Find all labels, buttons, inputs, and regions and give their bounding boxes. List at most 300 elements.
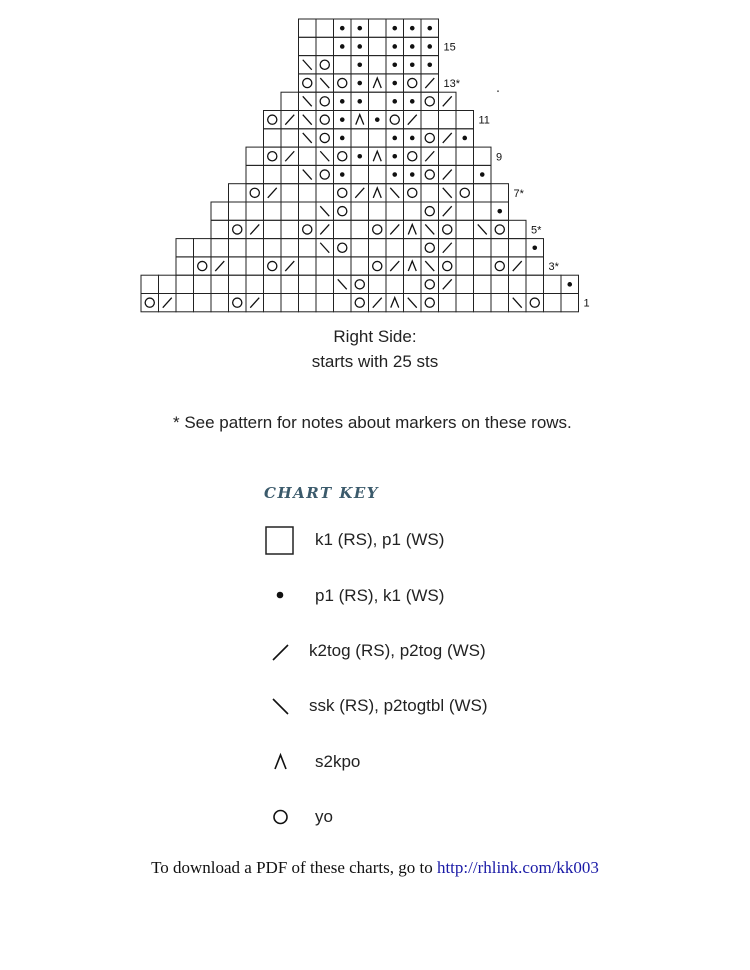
k2tog-slash-mark (163, 298, 172, 308)
chart-cell (229, 275, 247, 293)
s2kpo-caret-icon (260, 748, 300, 778)
chart-cell (369, 202, 387, 220)
chart-caption-subtitle: starts with 25 sts (311, 352, 439, 371)
chart-cell (334, 239, 352, 257)
chart-cell (421, 294, 439, 312)
row-number-label: 13* (443, 78, 461, 91)
purl-dot-mark (410, 172, 415, 177)
chart-cell (176, 275, 194, 293)
key-label: yo (315, 807, 333, 826)
chart-cell (299, 184, 317, 202)
purl-dot-mark (392, 62, 397, 67)
chart-cell (456, 220, 474, 238)
chart-cell (474, 147, 492, 165)
chart-cell (369, 257, 387, 275)
chart-cell (544, 294, 562, 312)
k2tog-slash-mark (443, 96, 452, 106)
chart-cell (421, 129, 439, 147)
yo-circle-mark (320, 115, 329, 124)
chart-cell (526, 275, 544, 293)
chart-cell (369, 239, 387, 257)
key-label: k1 (RS), p1 (WS) (315, 530, 445, 549)
key-label: p1 (RS), k1 (WS) (315, 586, 445, 605)
yo-circle-mark (530, 298, 539, 307)
chart-cell (316, 19, 334, 37)
chart-cell (439, 111, 457, 129)
purl-dot-mark (392, 136, 397, 141)
purl-dot-mark (410, 99, 415, 104)
stray-mark (497, 90, 499, 92)
s2kpo-caret-mark (356, 115, 364, 125)
chart-cell (229, 184, 247, 202)
purl-dot-mark (340, 117, 345, 122)
chart-key-title: CHART KEY (264, 484, 380, 502)
purl-dot-mark (427, 62, 432, 67)
chart-cell (316, 257, 334, 275)
yo-circle-mark (408, 188, 417, 197)
chart-cell (229, 202, 247, 220)
chart-cell (456, 257, 474, 275)
chart-cell (456, 202, 474, 220)
chart-cell (334, 184, 352, 202)
chart-cell (509, 239, 527, 257)
chart-cell (491, 220, 509, 238)
marker-note: * See pattern for notes about markers on these rows. (173, 413, 572, 432)
chart-cell (456, 294, 474, 312)
chart-cell (141, 275, 159, 293)
chart-cell (246, 147, 264, 165)
chart-cell (281, 294, 299, 312)
chart-cell (351, 239, 369, 257)
purl-dot-mark (427, 44, 432, 49)
k2tog-slash-mark (320, 224, 329, 234)
yo-circle-mark (250, 188, 259, 197)
chart-cell (456, 239, 474, 257)
chart-cell (299, 19, 317, 37)
yo-circle-mark (268, 115, 277, 124)
chart-cell (474, 184, 492, 202)
chart-cell (194, 275, 212, 293)
chart-cell (281, 184, 299, 202)
chart-cell (491, 257, 509, 275)
k2tog-slash-mark (285, 151, 294, 161)
ssk-backslash-mark (390, 188, 399, 198)
yo-circle-mark (443, 225, 452, 234)
ssk-backslash-icon (260, 692, 300, 722)
chart-cell (299, 220, 317, 238)
chart-cell (194, 239, 212, 257)
chart-cell (404, 74, 422, 92)
chart-caption-title: Right Side: (333, 327, 417, 346)
chart-cell (299, 275, 317, 293)
chart-cell (421, 111, 439, 129)
purl-dot-icon (260, 582, 300, 612)
yo-circle-mark (495, 225, 504, 234)
chart-cell (264, 257, 282, 275)
purl-dot-mark (392, 81, 397, 86)
chart-cell (316, 184, 334, 202)
purl-dot-mark (392, 26, 397, 31)
yo-circle-mark (425, 298, 434, 307)
k2tog-slash-mark (215, 261, 224, 271)
chart-cell (299, 74, 317, 92)
chart-cell (456, 165, 474, 183)
purl-dot-mark (410, 62, 415, 67)
yo-circle-mark (425, 243, 434, 252)
ssk-backslash-mark (320, 206, 329, 216)
chart-cell (264, 294, 282, 312)
chart-cell (264, 202, 282, 220)
key-row-yo (260, 803, 580, 833)
yo-circle-mark (425, 280, 434, 289)
key-row-k2tog (260, 637, 580, 667)
k2tog-slash-mark (443, 170, 452, 180)
row-number-label: 11 (478, 114, 490, 127)
download-link[interactable]: http://rhlink.com/kk003 (436, 858, 599, 877)
yo-circle-mark (460, 188, 469, 197)
chart-cell (369, 19, 387, 37)
chart-cell (211, 294, 229, 312)
chart-cell (211, 239, 229, 257)
chart-cell (246, 239, 264, 257)
k2tog-slash-mark (285, 115, 294, 125)
purl-dot-mark (462, 136, 467, 141)
chart-cell (369, 165, 387, 183)
chart-cell (439, 220, 457, 238)
s2kpo-caret-mark (408, 261, 416, 271)
chart-cell (316, 275, 334, 293)
chart-cell (439, 294, 457, 312)
k2tog-slash-icon (260, 637, 300, 667)
chart-cell (439, 147, 457, 165)
purl-dot-mark (357, 99, 362, 104)
ssk-backslash-mark (425, 224, 434, 234)
k2tog-slash-mark (443, 206, 452, 216)
purl-dot-mark (340, 44, 345, 49)
yo-circle-mark (303, 78, 312, 87)
chart-cell (526, 257, 544, 275)
chart-cell (474, 257, 492, 275)
chart-cell (456, 147, 474, 165)
chart-cell (474, 239, 492, 257)
chart-cell (404, 202, 422, 220)
purl-dot-mark (357, 62, 362, 67)
chart-cell (316, 92, 334, 110)
knit-box-icon (260, 526, 300, 556)
k2tog-slash-mark (390, 261, 399, 271)
chart-cell (456, 111, 474, 129)
chart-cell (456, 275, 474, 293)
purl-dot-mark (357, 81, 362, 86)
ssk-backslash-mark (303, 133, 312, 143)
chart-cell (369, 275, 387, 293)
ssk-backslash-mark (303, 96, 312, 106)
chart-cell (404, 239, 422, 257)
yo-circle-mark (338, 243, 347, 252)
chart-cell (264, 147, 282, 165)
key-row-s2kpo (260, 748, 580, 778)
chart-cell (264, 239, 282, 257)
k2tog-slash-mark (425, 151, 434, 161)
ssk-backslash-mark (478, 224, 487, 234)
yo-circle-mark (320, 133, 329, 142)
purl-dot-mark (375, 117, 380, 122)
chart-cell (369, 220, 387, 238)
chart-cell (299, 202, 317, 220)
yo-circle-mark (338, 207, 347, 216)
yo-circle-mark (425, 207, 434, 216)
ssk-backslash-mark (303, 60, 312, 70)
chart-cell (229, 257, 247, 275)
chart-cell (316, 111, 334, 129)
purl-dot-mark (392, 44, 397, 49)
chart-cell (491, 294, 509, 312)
s2kpo-caret-mark (373, 78, 381, 88)
chart-cell (211, 220, 229, 238)
chart-cell (544, 275, 562, 293)
purl-dot-mark (392, 172, 397, 177)
chart-cell (264, 220, 282, 238)
chart-cell (526, 294, 544, 312)
ssk-backslash-mark (338, 279, 347, 289)
yo-circle-mark (425, 170, 434, 179)
yo-circle-mark (355, 298, 364, 307)
chart-cell (456, 184, 474, 202)
chart-cell (281, 220, 299, 238)
chart-cell (141, 294, 159, 312)
k2tog-slash-mark (250, 298, 259, 308)
key-row-ssk (260, 692, 580, 722)
k2tog-slash-mark (390, 224, 399, 234)
chart-cell (421, 202, 439, 220)
chart-cell (351, 220, 369, 238)
chart-cell (491, 275, 509, 293)
chart-cell (369, 56, 387, 74)
chart-cell (509, 275, 527, 293)
purl-dot-mark (497, 209, 502, 214)
chart-cell (211, 275, 229, 293)
purl-dot-mark (392, 154, 397, 159)
chart-cell (264, 129, 282, 147)
ssk-backslash-mark (425, 261, 434, 271)
purl-dot-mark (480, 172, 485, 177)
chart-cell (264, 165, 282, 183)
ssk-backslash-mark (303, 115, 312, 125)
yo-circle-mark (408, 152, 417, 161)
chart-cell (229, 220, 247, 238)
row-number-label: 5* (531, 224, 542, 237)
purl-dot-mark (340, 172, 345, 177)
knitting-chart (0, 0, 750, 330)
s2kpo-caret-mark (373, 188, 381, 198)
chart-cell (351, 129, 369, 147)
chart-cell (246, 257, 264, 275)
chart-cell (299, 294, 317, 312)
purl-dot-mark (340, 99, 345, 104)
ssk-backslash-mark (443, 188, 452, 198)
yo-circle-mark (373, 261, 382, 270)
chart-cell (246, 275, 264, 293)
chart-cell (351, 202, 369, 220)
yo-circle-mark (443, 261, 452, 270)
yo-circle-mark (425, 97, 434, 106)
chart-cell (281, 239, 299, 257)
purl-dot-mark (567, 282, 572, 287)
yo-circle-mark (408, 78, 417, 87)
chart-cell (176, 239, 194, 257)
chart-cell (491, 239, 509, 257)
k2tog-slash-mark (355, 188, 364, 198)
yo-circle-mark (268, 152, 277, 161)
chart-cell (421, 165, 439, 183)
chart-cell (334, 147, 352, 165)
chart-cell (334, 202, 352, 220)
yo-circle-mark (320, 97, 329, 106)
yo-circle-mark (198, 261, 207, 270)
purl-dot-mark (340, 136, 345, 141)
ssk-backslash-mark (513, 298, 522, 308)
chart-cell (264, 275, 282, 293)
yo-circle-mark (338, 78, 347, 87)
chart-cell (299, 37, 317, 55)
chart-cell (421, 184, 439, 202)
chart-cell (334, 257, 352, 275)
ssk-backslash-mark (303, 170, 312, 180)
chart-cell (246, 165, 264, 183)
yo-circle-mark (338, 188, 347, 197)
ssk-backslash-mark (320, 78, 329, 88)
purl-dot-mark (410, 26, 415, 31)
chart-cell (474, 275, 492, 293)
chart-cell (281, 202, 299, 220)
s2kpo-caret-mark (373, 151, 381, 161)
key-row-purl (260, 582, 580, 612)
chart-cell (334, 74, 352, 92)
yo-circle-mark (268, 261, 277, 270)
purl-dot-mark (357, 26, 362, 31)
k2tog-slash-mark (268, 188, 277, 198)
yo-circle-mark (355, 280, 364, 289)
key-label: s2kpo (315, 752, 361, 771)
s2kpo-caret-mark (408, 224, 416, 234)
k2tog-slash-mark (443, 279, 452, 289)
chart-cell (176, 294, 194, 312)
yo-circle-mark (233, 225, 242, 234)
purl-dot-mark (410, 44, 415, 49)
chart-cell (369, 129, 387, 147)
chart-cell (299, 257, 317, 275)
chart-cell (351, 275, 369, 293)
k2tog-slash-mark (408, 115, 417, 125)
row-number-label: 9 (496, 151, 503, 164)
k2tog-slash-mark (443, 243, 452, 253)
chart-cell (421, 92, 439, 110)
chart-cell (176, 257, 194, 275)
chart-cell (194, 257, 212, 275)
chart-cell (351, 257, 369, 275)
yo-circle-mark (338, 152, 347, 161)
chart-cell (194, 294, 212, 312)
yo-circle-mark (390, 115, 399, 124)
chart-cell (229, 294, 247, 312)
chart-cell (334, 56, 352, 74)
row-number-label: 1 (583, 297, 590, 310)
chart-cell (281, 129, 299, 147)
chart-cell (491, 184, 509, 202)
k2tog-slash-mark (373, 298, 382, 308)
chart-cell (404, 184, 422, 202)
ssk-backslash-mark (320, 243, 329, 253)
chart-cell (386, 275, 404, 293)
yo-circle-mark (425, 133, 434, 142)
purl-dot-mark (532, 245, 537, 250)
chart-cell (474, 202, 492, 220)
yo-circle-mark (373, 225, 382, 234)
purl-dot-mark (427, 26, 432, 31)
chart-cell (211, 202, 229, 220)
purl-dot-mark (340, 26, 345, 31)
k2tog-slash-mark (513, 261, 522, 271)
yo-circle-mark (320, 170, 329, 179)
row-number-label: 3* (548, 261, 559, 274)
chart-cell (246, 202, 264, 220)
yo-circle-icon (260, 803, 300, 833)
chart-cell (386, 239, 404, 257)
chart-cell (404, 275, 422, 293)
purl-dot-mark (357, 44, 362, 49)
chart-cell (509, 220, 527, 238)
chart-cell (386, 202, 404, 220)
yo-circle-mark (495, 261, 504, 270)
chart-cell (281, 92, 299, 110)
chart-cell (316, 56, 334, 74)
chart-cell (334, 294, 352, 312)
purl-dot-mark (392, 99, 397, 104)
chart-cell (264, 111, 282, 129)
key-row-knit (260, 526, 580, 556)
yo-circle-mark (320, 60, 329, 69)
chart-cell (369, 37, 387, 55)
chart-cell (229, 239, 247, 257)
chart-cell (159, 275, 177, 293)
ssk-backslash-mark (408, 298, 417, 308)
chart-cell (474, 294, 492, 312)
chart-cell (246, 184, 264, 202)
chart-cell (351, 165, 369, 183)
chart-cell (334, 220, 352, 238)
chart-cell (299, 147, 317, 165)
s2kpo-caret-mark (391, 298, 399, 308)
chart-cell (299, 239, 317, 257)
footer-text: To download a PDF of these charts, go to (151, 858, 433, 877)
row-number-label: 15 (443, 41, 456, 54)
k2tog-slash-mark (285, 261, 294, 271)
download-footer (0, 858, 750, 878)
chart-cell (421, 239, 439, 257)
yo-circle-mark (145, 298, 154, 307)
chart-cell (316, 294, 334, 312)
k2tog-slash-mark (443, 133, 452, 143)
key-label: ssk (RS), p2togtbl (WS) (309, 696, 488, 715)
chart-cell (404, 147, 422, 165)
chart-cell (281, 275, 299, 293)
k2tog-slash-mark (425, 78, 434, 88)
chart-cell (316, 165, 334, 183)
key-label: k2tog (RS), p2tog (WS) (309, 641, 486, 660)
chart-cell (386, 111, 404, 129)
yo-circle-mark (303, 225, 312, 234)
k2tog-slash-mark (250, 224, 259, 234)
